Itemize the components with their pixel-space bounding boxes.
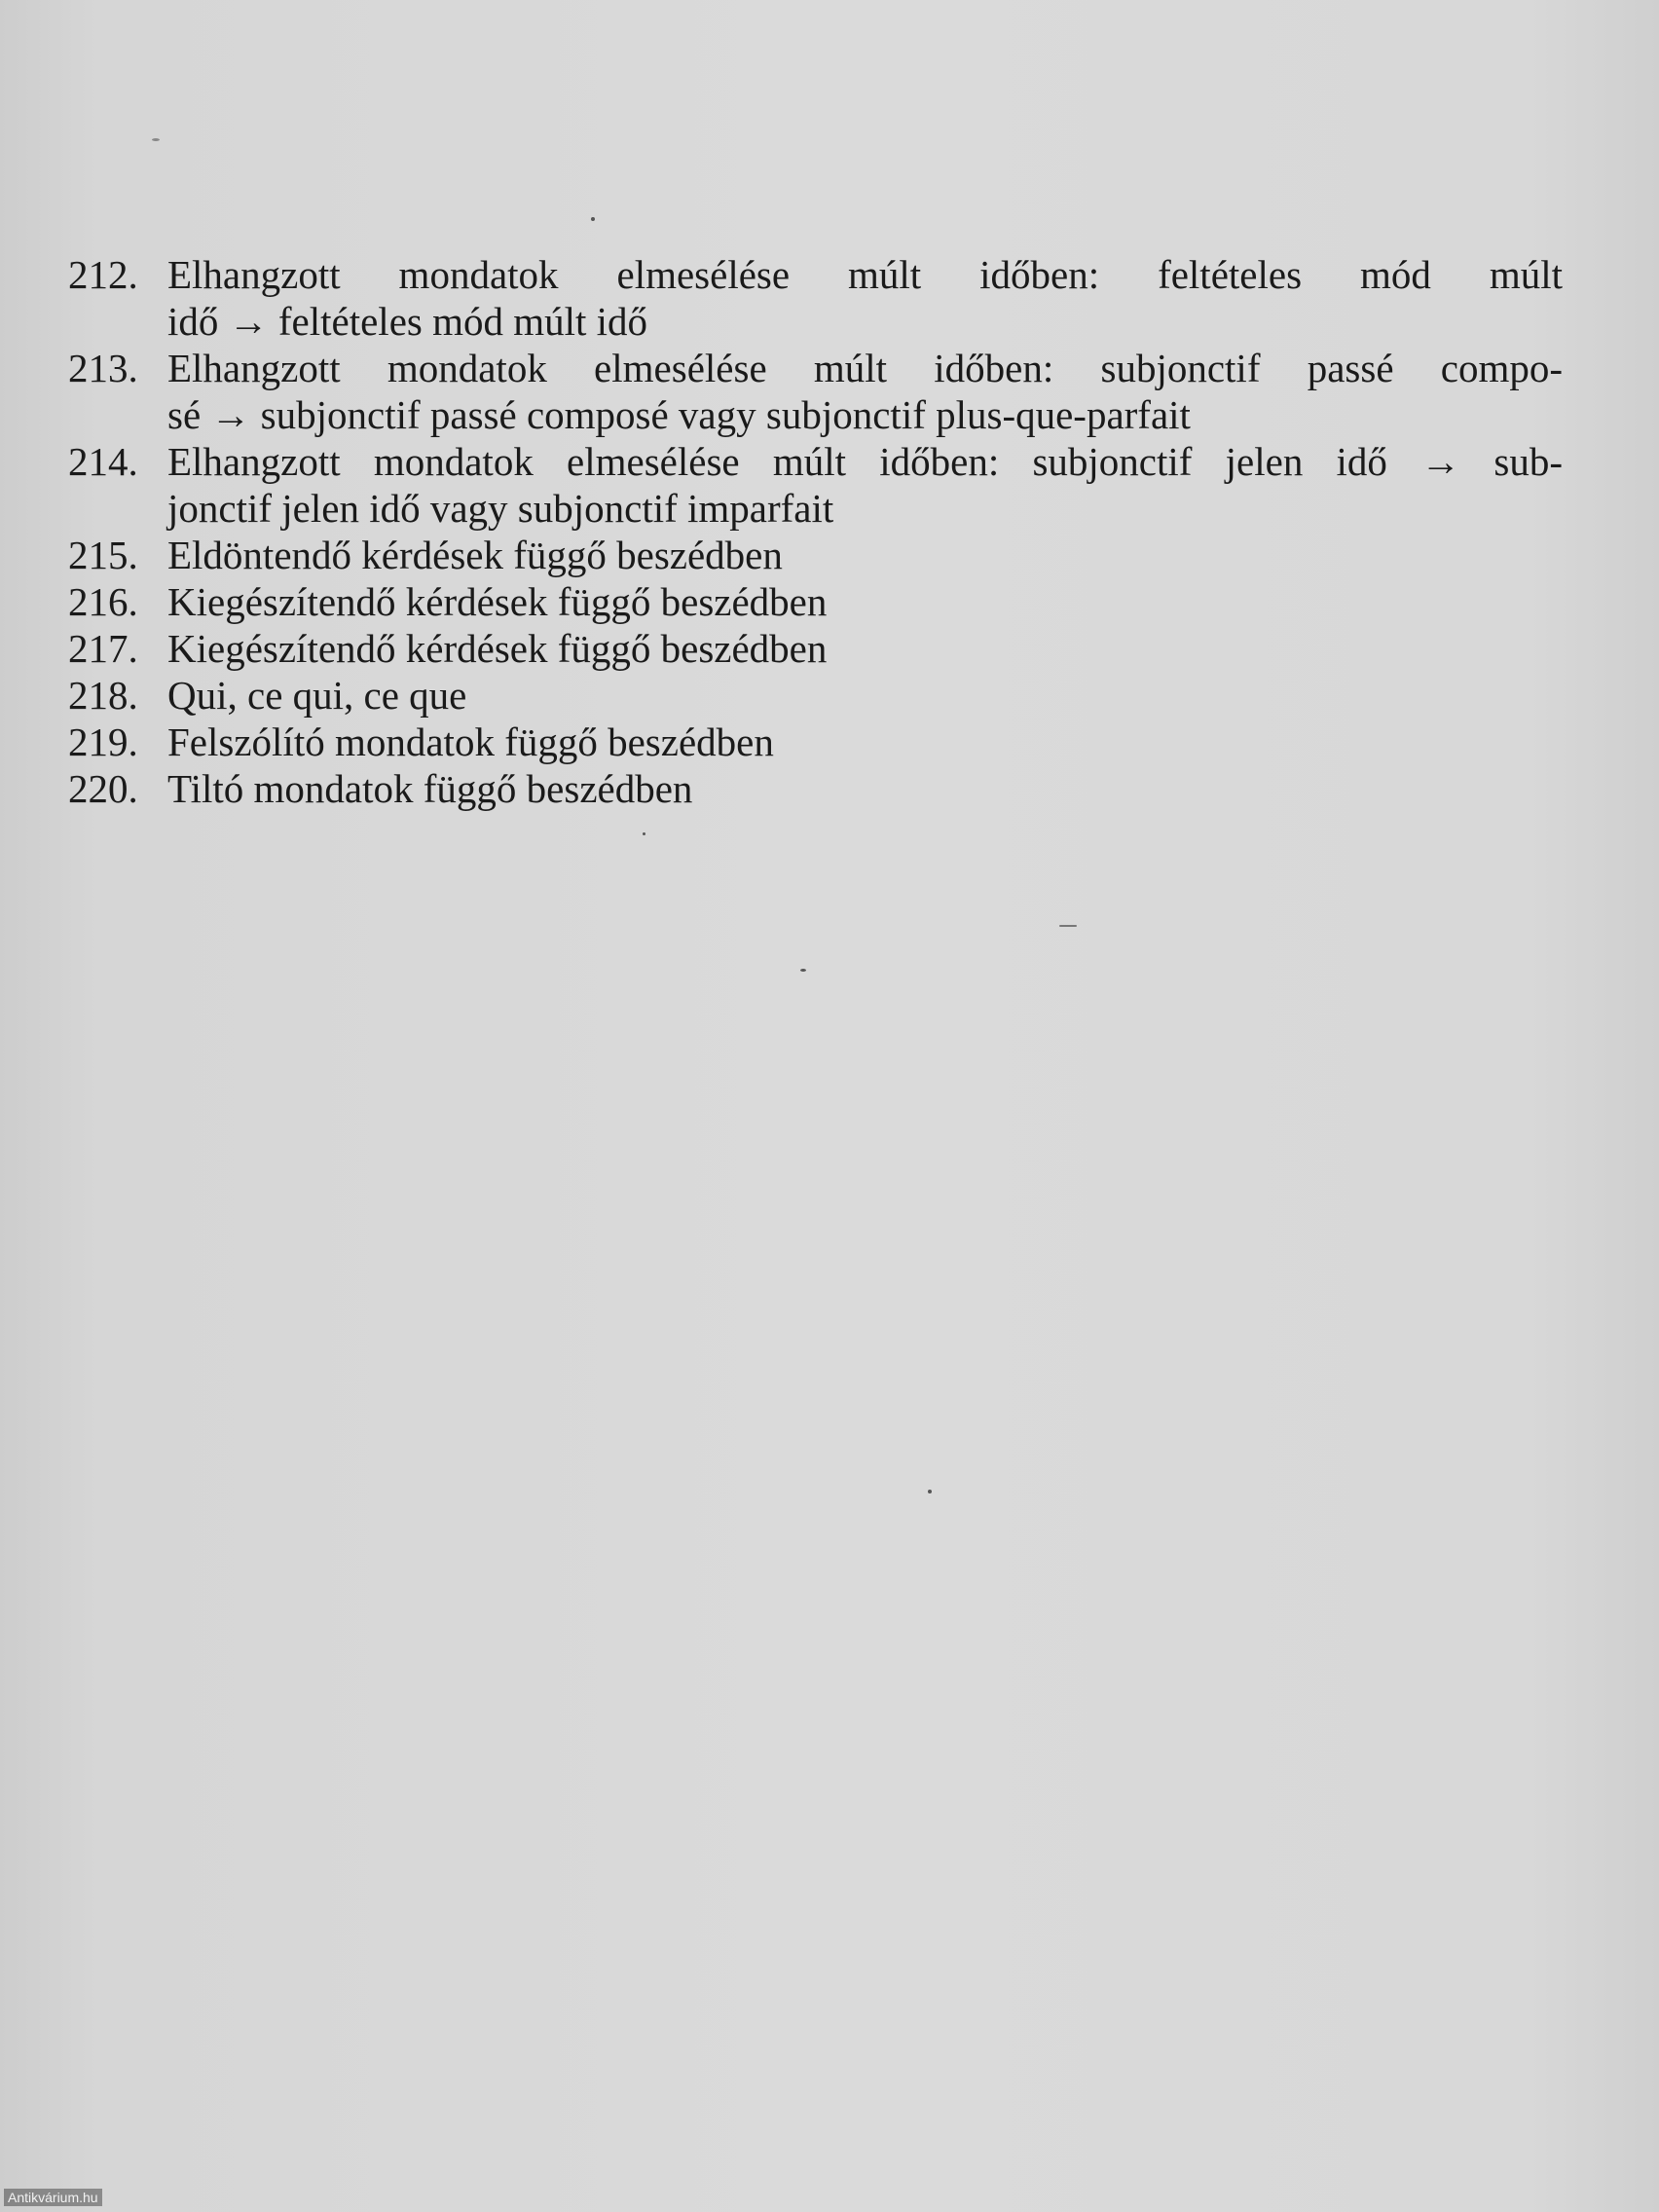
- entry-text: [167, 345, 1563, 438]
- entry-line: Tiltó mondatok függő beszédben: [167, 766, 693, 811]
- list-item: [68, 672, 1563, 719]
- entry-line: Felszólító mondatok függő beszédben: [167, 719, 774, 764]
- paper-speck: [643, 832, 645, 835]
- entry-number: 214.: [68, 439, 138, 484]
- entry-text: [167, 672, 1563, 719]
- paper-speck: [800, 969, 806, 972]
- entry-line: idő → feltételes mód múlt idő: [167, 299, 648, 344]
- paper-speck: [928, 1490, 932, 1493]
- entry-number: 216.: [68, 579, 138, 624]
- entry-text: [167, 251, 1563, 345]
- entry-line: Elhangzott mondatok elmesélése múlt időben: subjonctif passé compo-: [167, 346, 1563, 390]
- paper-speck: [152, 138, 160, 141]
- entry-number: 212.: [68, 252, 138, 297]
- entry-text: [167, 578, 1563, 625]
- entry-number: 213.: [68, 346, 138, 390]
- paper-speck: [591, 217, 595, 221]
- list-item: [68, 251, 1563, 345]
- entry-text: [167, 625, 1563, 672]
- entry-line: Qui, ce qui, ce que: [167, 673, 467, 718]
- list-item: [68, 578, 1563, 625]
- entry-text: [167, 438, 1563, 532]
- list-item: [68, 719, 1563, 765]
- list-item: [68, 345, 1563, 438]
- entry-text: [167, 765, 1563, 812]
- entry-line: Eldöntendő kérdések függő beszédben: [167, 533, 783, 577]
- entry-number: 218.: [68, 673, 138, 718]
- list-item: [68, 765, 1563, 812]
- entry-line: Kiegészítendő kérdések függő beszédben: [167, 579, 828, 624]
- entry-line: Kiegészítendő kérdések függő beszédben: [167, 626, 828, 671]
- entry-line: sé → subjonctif passé composé vagy subjonctif plus-que-parfait: [167, 392, 1191, 437]
- list-item: [68, 625, 1563, 672]
- watermark: Antikvárium.hu: [4, 2189, 102, 2206]
- entry-number: 219.: [68, 719, 138, 764]
- entry-line: Elhangzott mondatok elmesélése múlt időben: feltételes mód múlt: [167, 252, 1563, 297]
- entry-text: [167, 532, 1563, 578]
- list-item: [68, 532, 1563, 578]
- entry-number: 217.: [68, 626, 138, 671]
- paper-speck: [1059, 925, 1077, 927]
- entry-line: jonctif jelen idő vagy subjonctif imparfait: [167, 486, 834, 531]
- entry-text: [167, 719, 1563, 765]
- entry-number: 215.: [68, 533, 138, 577]
- entry-line: Elhangzott mondatok elmesélése múlt időben: subjonctif jelen idő → sub-: [167, 439, 1563, 484]
- table-of-contents-list: [68, 251, 1563, 812]
- entry-number: 220.: [68, 766, 138, 811]
- list-item: [68, 438, 1563, 532]
